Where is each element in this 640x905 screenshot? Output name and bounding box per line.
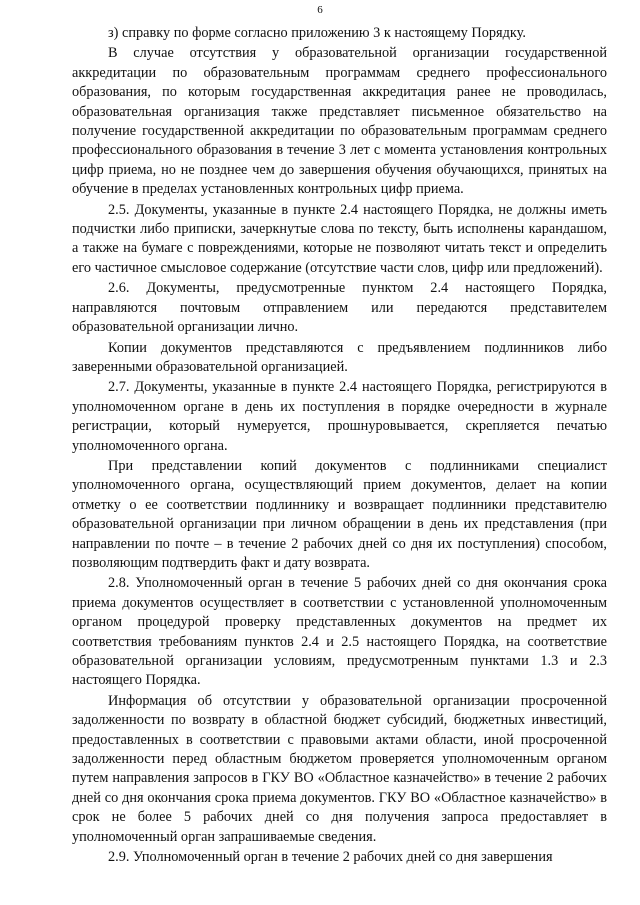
page-number: 6 xyxy=(317,4,323,16)
paragraph-item-z: з) справку по форме согласно приложению 3 к настоящему Порядку. xyxy=(108,25,526,41)
paragraph-2-9: 2.9. Уполномоченный орган в течение 2 рабочих дней со дня завершения xyxy=(108,849,553,866)
document-body xyxy=(72,24,607,867)
paragraph-copies: Копии документов представляются с предъявлением подлинников либо заверенными образовательной организацией. xyxy=(72,339,607,375)
paragraph-copies-return: При представлении копий документов с подлинниками специалист уполномоченного органа, осуществляющий прием документов, делает на копии отметку о ее соответствии подлиннику и возвращает подлинники представителю образовательной организации при личном обращении в день их представления (при направлении по почте – в течение 2 рабочих дней со дня их поступления) способом, позволяющим подтвердить факт и дату возврата. xyxy=(72,457,607,571)
paragraph-2-6: 2.6. Документы, предусмотренные пунктом 2.4 настоящего Порядка, направляются почтовым отправлением или передаются представителем образовательной организации лично. xyxy=(72,280,607,336)
paragraph-2-8: 2.8. Уполномоченный орган в течение 5 рабочих дней со дня окончания срока приема документов осуществляет в соответствии с установленной уполномоченным органом процедурой проверку представленных документов на предмет их соответствия требованиям пунктов 2.4 и 2.5 настоящего Порядка, на соответствие образовательной организации условиям, предусмотренным пунктами 1.3 и 2.3 настоящего Порядка. xyxy=(72,575,607,689)
paragraph-accreditation-obligation: В случае отсутствия у образовательной организации государственной аккредитации по образовательным программам среднего профессионального образования, по которым государственная аккредитация ранее не проводилась, образовательная организация также представляет письменное обязательство на получение государственной аккредитации по образовательным программам среднего профессионального образования в течение 3 лет с момента установления контрольных цифр приема, но не позднее чем до завершения обучения обучающихся, принятых на обучение в пределах установленных контрольных цифр приема. xyxy=(72,45,607,198)
paragraph-2-7: 2.7. Документы, указанные в пункте 2.4 настоящего Порядка, регистрируются в уполномоченном органе в день их поступления в порядке очередности в журнале регистрации, который нумеруется, прошнуровывается, скрепляется печатью уполномоченного органа. xyxy=(72,379,607,454)
paragraph-debt-info: Информация об отсутствии у образовательной организации просроченной задолженности по возврату в областной бюджет субсидий, бюджетных инвестиций, предоставленных в соответствии с правовыми актами области, иной просроченной задолженности перед областным бюджетом проверяется уполномоченным органом путем направления запросов в ГКУ ВО «Областное казначейство» в течение 2 рабочих дней со дня окончания срока приема документов. ГКУ ВО «Областное казначейство» в срок не более 5 рабочих дней со дня получения запроса предоставляет в уполномоченный орган запрашиваемые сведения. xyxy=(72,692,607,845)
paragraph-2-5: 2.5. Документы, указанные в пункте 2.4 настоящего Порядка, не должны иметь подчистки либо приписки, зачеркнутые слова по тексту, быть исполнены карандашом, а также на бумаге с повреждениями, которые не позволяют читать текст и определить его частичное смысловое содержание (отсутствие части слов, цифр или предложений). xyxy=(72,201,607,276)
